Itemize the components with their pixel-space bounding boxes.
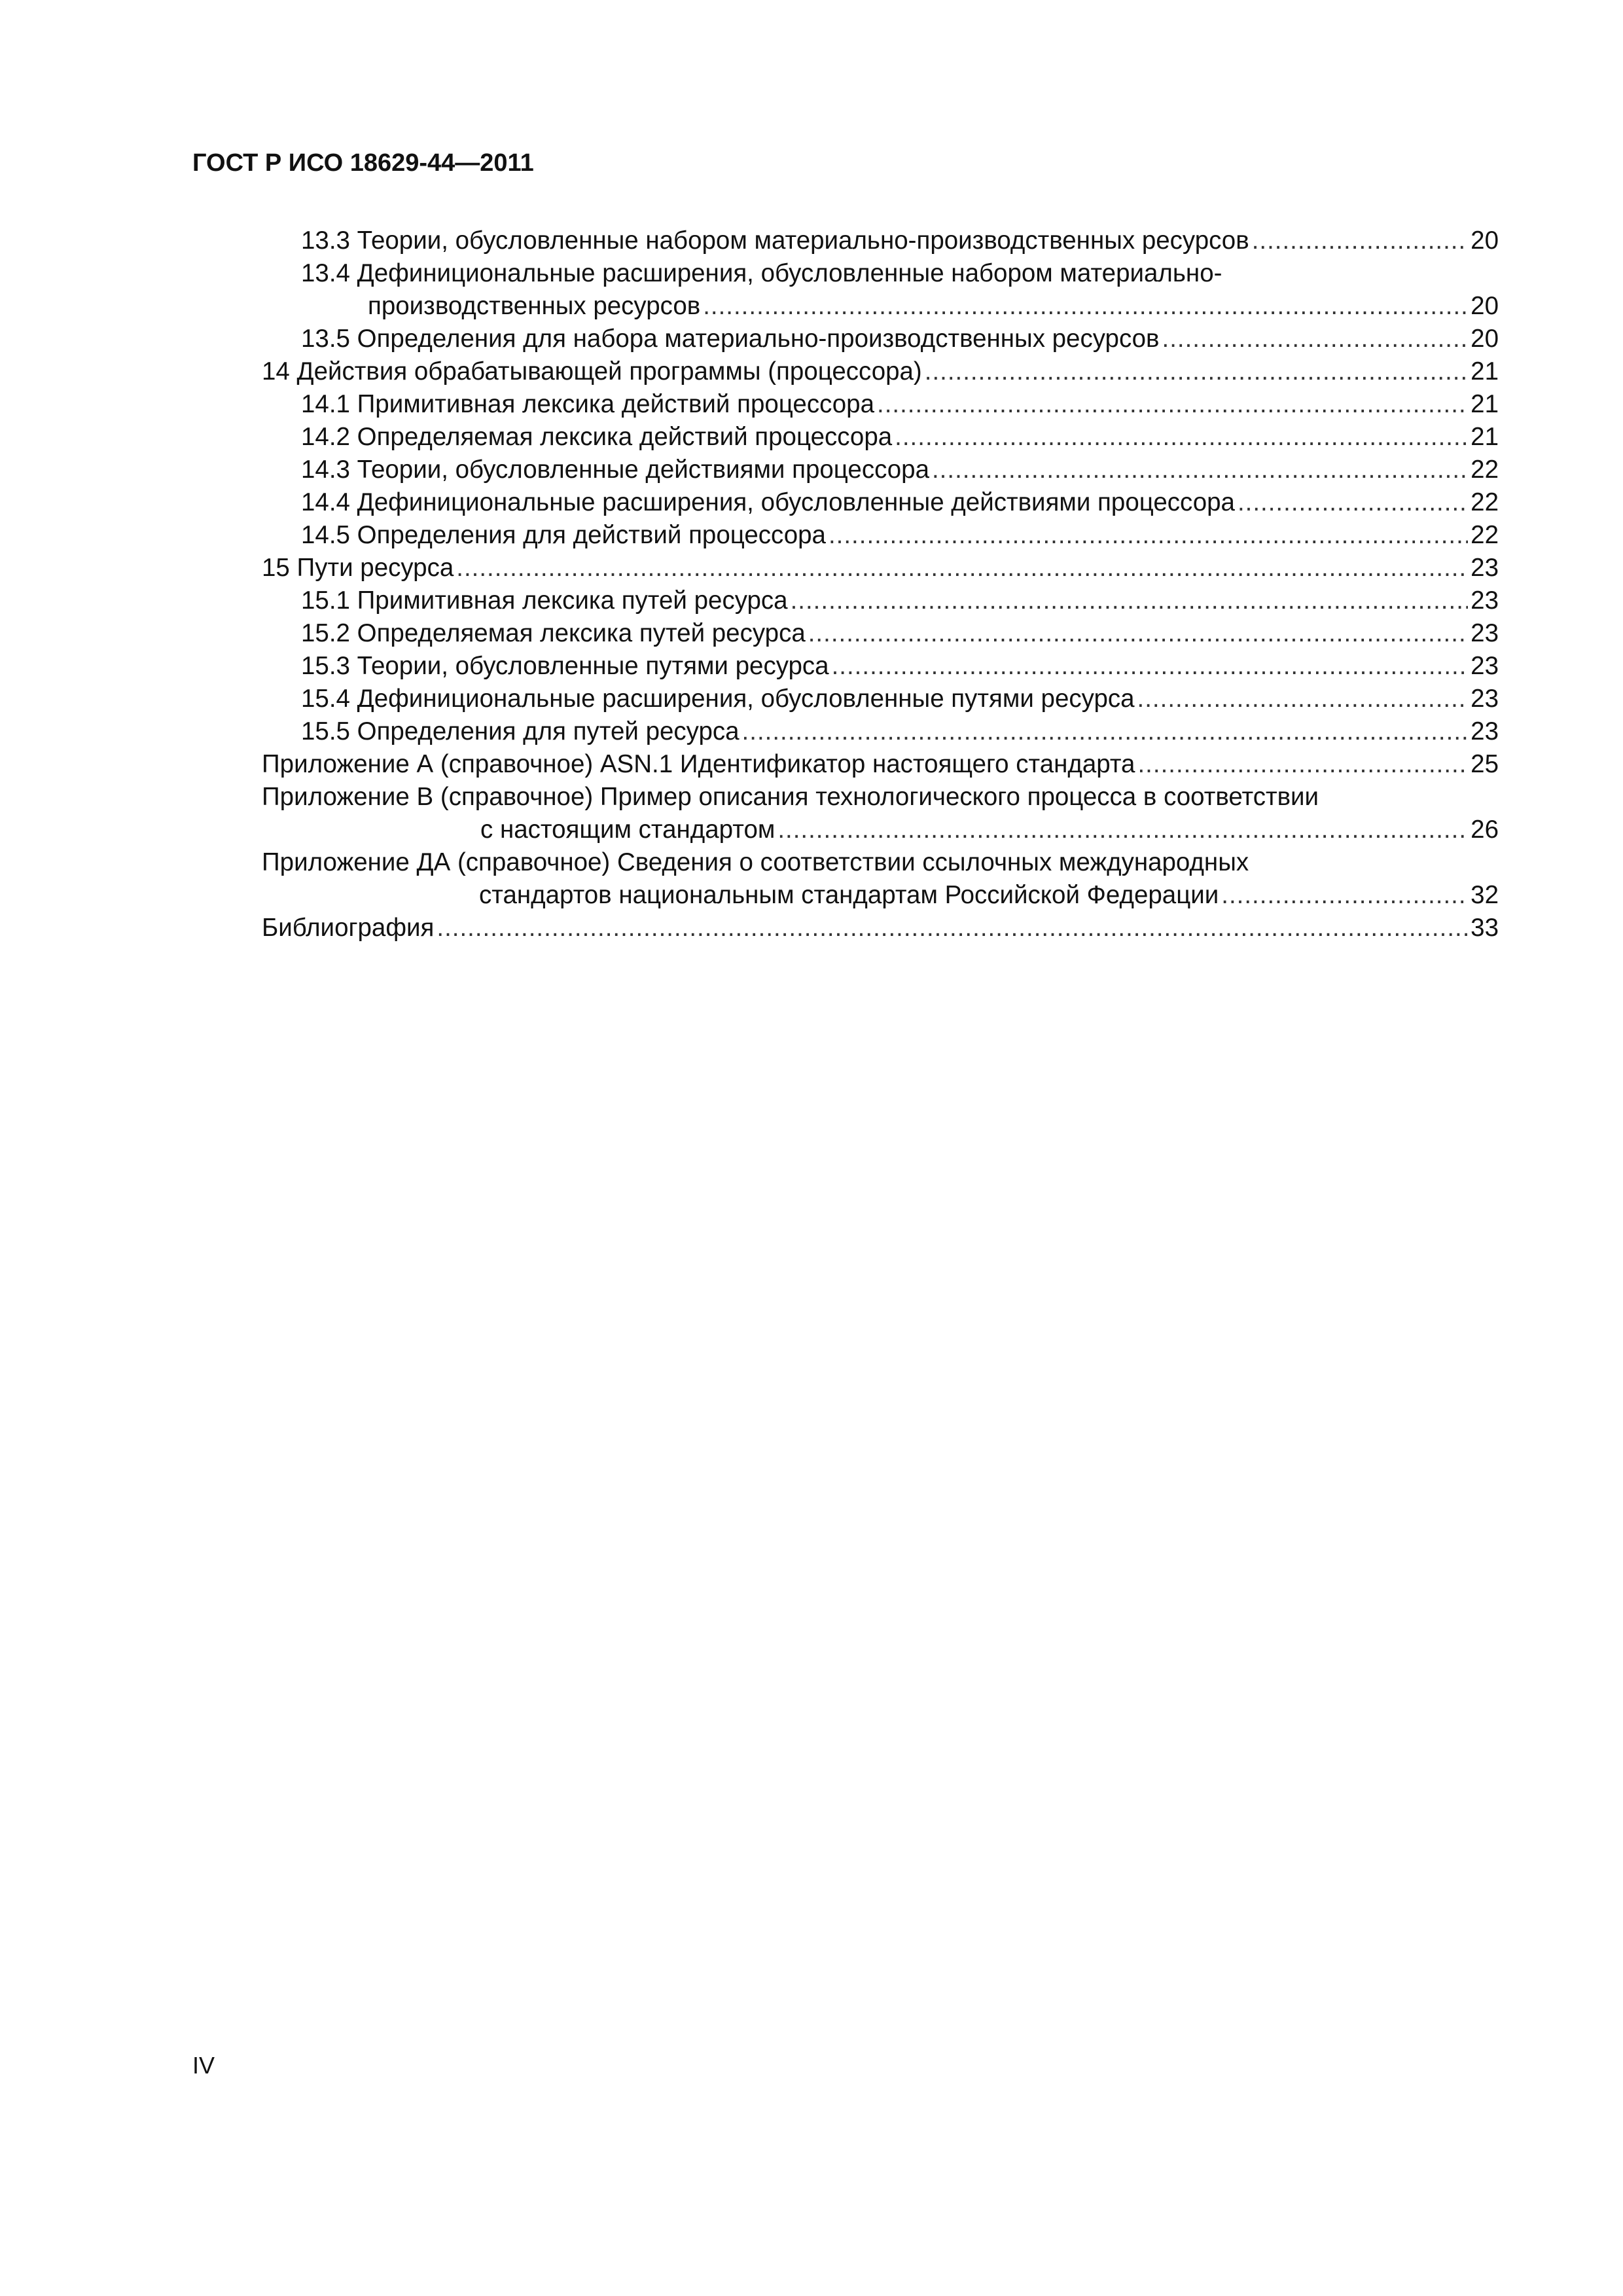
toc-entry-page: 20 <box>1471 325 1499 353</box>
toc-entry[interactable] <box>262 617 1499 650</box>
toc-entry-page: 33 <box>1471 914 1499 942</box>
toc-entry-title: 15.2 Определяемая лексика путей ресурса <box>301 619 806 647</box>
toc-entry-page: 20 <box>1471 226 1499 255</box>
toc-leader-dots <box>703 290 1468 323</box>
toc-leader-dots <box>1162 323 1469 355</box>
toc-leader-dots <box>932 454 1468 486</box>
toc-leader-dots <box>877 388 1468 421</box>
toc-entry[interactable] <box>262 388 1499 421</box>
toc-entry[interactable] <box>262 781 1499 846</box>
toc-leader-dots <box>1137 748 1468 781</box>
toc-entry-title: 14.3 Теории, обусловленные действиями процессора <box>301 456 929 484</box>
toc-leader-dots <box>895 421 1468 454</box>
toc-leader-dots <box>742 715 1469 748</box>
toc-leader-dots <box>1221 879 1468 912</box>
toc-entry-title: Библиография <box>262 914 435 942</box>
toc-leader-dots <box>808 617 1468 650</box>
toc-entry-title: Приложение А (справочное) ASN.1 Идентификатор настоящего стандарта <box>262 750 1135 778</box>
toc-leader-dots <box>456 552 1468 584</box>
page-number: IV <box>192 2052 215 2079</box>
toc-entry[interactable] <box>262 323 1499 355</box>
toc-entry-page: 23 <box>1471 685 1499 713</box>
toc-entry[interactable] <box>262 224 1499 257</box>
toc-entry-page: 23 <box>1471 586 1499 615</box>
table-of-contents <box>262 224 1499 944</box>
toc-leader-dots <box>791 584 1469 617</box>
toc-leader-dots <box>832 650 1469 683</box>
toc-entry-page: 23 <box>1471 717 1499 745</box>
toc-entry[interactable] <box>262 912 1499 944</box>
document-header: ГОСТ Р ИСО 18629-44—2011 <box>192 149 534 177</box>
toc-leader-dots <box>829 519 1468 552</box>
toc-entry-title: Приложение ДА (справочное) Сведения о соответствии ссылочных международных <box>262 848 1249 876</box>
toc-entry-title: 13.4 Дефинициональные расширения, обусловленные набором материально- <box>301 259 1222 287</box>
toc-entry-title: 15.4 Дефинициональные расширения, обусловленные путями ресурса <box>301 685 1135 713</box>
toc-entry-title-continuation: стандартов национальным стандартам Российской Федерации <box>479 881 1219 909</box>
toc-entry[interactable] <box>262 846 1499 912</box>
toc-entry-page: 20 <box>1471 292 1499 320</box>
toc-entry-title: 13.5 Определения для набора материально-производственных ресурсов <box>301 325 1160 353</box>
toc-leader-dots <box>925 355 1468 388</box>
toc-entry-page: 21 <box>1471 423 1499 451</box>
toc-entry[interactable] <box>262 552 1499 584</box>
toc-entry-title-continuation: производственных ресурсов <box>368 292 701 320</box>
toc-entry-page: 22 <box>1471 488 1499 516</box>
toc-leader-dots <box>1238 486 1468 519</box>
toc-entry-page: 25 <box>1471 750 1499 778</box>
toc-entry[interactable] <box>262 715 1499 748</box>
toc-entry-title: 14.1 Примитивная лексика действий процессора <box>301 390 875 418</box>
toc-entry-title: 15.5 Определения для путей ресурса <box>301 717 740 745</box>
toc-entry-title: 15.1 Примитивная лексика путей ресурса <box>301 586 788 615</box>
toc-entry-page: 22 <box>1471 521 1499 549</box>
toc-leader-dots <box>1137 683 1469 715</box>
toc-entry-page: 26 <box>1471 816 1499 844</box>
toc-entry-title: 13.3 Теории, обусловленные набором материально-производственных ресурсов <box>301 226 1249 255</box>
toc-entry[interactable] <box>262 421 1499 454</box>
toc-entry[interactable] <box>262 584 1499 617</box>
toc-entry-title: 14.4 Дефинициональные расширения, обусловленные действиями процессора <box>301 488 1235 516</box>
toc-leader-dots <box>777 814 1468 846</box>
toc-entry-page: 23 <box>1471 554 1499 582</box>
toc-entry-title: 14 Действия обрабатывающей программы (процессора) <box>262 357 922 386</box>
toc-entry[interactable] <box>262 257 1499 323</box>
toc-entry-page: 23 <box>1471 652 1499 680</box>
toc-entry-title-continuation: с настоящим стандартом <box>480 816 776 844</box>
toc-entry[interactable] <box>262 355 1499 388</box>
toc-entry[interactable] <box>262 519 1499 552</box>
toc-entry-page: 32 <box>1471 881 1499 909</box>
toc-leader-dots <box>1252 224 1468 257</box>
toc-entry[interactable] <box>262 748 1499 781</box>
toc-entry-page: 21 <box>1471 357 1499 386</box>
toc-entry-page: 22 <box>1471 456 1499 484</box>
toc-entry-title: 15 Пути ресурса <box>262 554 454 582</box>
toc-entry-page: 23 <box>1471 619 1499 647</box>
toc-entry[interactable] <box>262 650 1499 683</box>
toc-entry[interactable] <box>262 454 1499 486</box>
toc-entry[interactable] <box>262 683 1499 715</box>
toc-entry-page: 21 <box>1471 390 1499 418</box>
toc-entry-title: 14.5 Определения для действий процессора <box>301 521 826 549</box>
toc-leader-dots <box>437 912 1468 944</box>
toc-entry-title: 15.3 Теории, обусловленные путями ресурса <box>301 652 829 680</box>
toc-entry-title: 14.2 Определяемая лексика действий процессора <box>301 423 893 451</box>
toc-entry[interactable] <box>262 486 1499 519</box>
toc-entry-title: Приложение В (справочное) Пример описания технологического процесса в соответствии <box>262 783 1319 811</box>
